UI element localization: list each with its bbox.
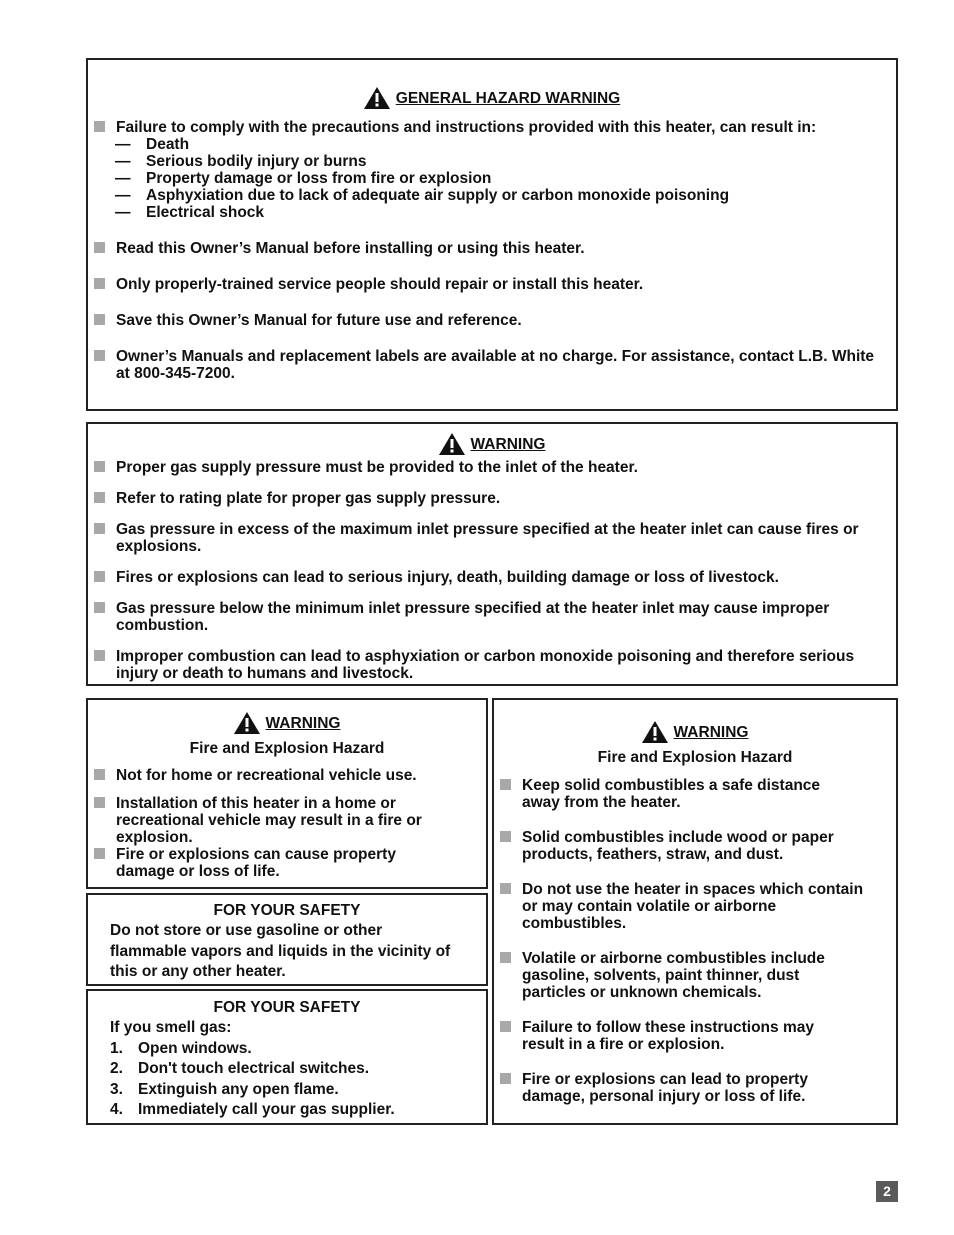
- list-item: Failure to follow these instructions may result in a fire or explosion.: [494, 1019, 896, 1053]
- fire-left-title: WARNING: [265, 714, 341, 732]
- square-bullet-icon: [94, 848, 105, 859]
- square-bullet-icon: [94, 278, 105, 289]
- list-item: Save this Owner’s Manual for future use and reference.: [88, 312, 896, 329]
- square-bullet-icon: [500, 883, 511, 894]
- fire-right-subtitle: Fire and Explosion Hazard: [597, 749, 793, 766]
- square-bullet-icon: [500, 952, 511, 963]
- square-bullet-icon: [500, 831, 511, 842]
- list-item: Gas pressure below the minimum inlet pressure specified at the heater inlet may cause improper combustion.: [88, 600, 896, 634]
- safety-vapors-body: Do not store or use gasoline or other flammable vapors and liquids in the vicinity of this or any other heater.: [110, 922, 451, 980]
- fire-left-subtitle: Fire and Explosion Hazard: [189, 740, 385, 757]
- list-item: Installation of this heater in a home or recreational vehicle may result in a fire or explosion.: [88, 795, 486, 846]
- square-bullet-icon: [500, 779, 511, 790]
- result-item: — Serious bodily injury or burns: [115, 153, 367, 170]
- square-bullet-icon: [94, 461, 105, 472]
- list-item: Only properly-trained service people should repair or install this heater.: [88, 276, 896, 293]
- safety-gas-intro: If you smell gas:: [110, 1019, 232, 1036]
- list-item: Proper gas supply pressure must be provided to the inlet of the heater.: [88, 459, 896, 476]
- square-bullet-icon: [94, 121, 105, 132]
- square-bullet-icon: [94, 242, 105, 253]
- gas-warning-header: [88, 433, 896, 459]
- fire-right-header: [494, 721, 896, 747]
- step-item: 1. Open windows.: [110, 1039, 252, 1057]
- step-item: 3. Extinguish any open flame.: [110, 1080, 339, 1098]
- square-bullet-icon: [94, 602, 105, 613]
- square-bullet-icon: [94, 769, 105, 780]
- square-bullet-icon: [94, 571, 105, 582]
- page-number: 2: [876, 1181, 898, 1202]
- list-item: Volatile or airborne combustibles include gasoline, solvents, paint thinner, dust particles or unknown chemicals.: [494, 950, 896, 1001]
- list-item: Not for home or recreational vehicle use.: [88, 767, 486, 784]
- list-item: Refer to rating plate for proper gas supply pressure.: [88, 490, 896, 507]
- square-bullet-icon: [94, 650, 105, 661]
- square-bullet-icon: [500, 1021, 511, 1032]
- warning-triangle-icon: [642, 721, 668, 743]
- general-intro-text: Failure to comply with the precautions and instructions provided with this heater, can result in:: [116, 119, 817, 136]
- square-bullet-icon: [500, 1073, 511, 1084]
- warning-triangle-icon: [364, 87, 390, 109]
- list-item: Keep solid combustibles a safe distance away from the heater.: [494, 777, 896, 811]
- gas-pressure-warning-box: [86, 422, 898, 686]
- result-item: — Death: [115, 136, 190, 153]
- list-item: Fire or explosions can lead to property damage, personal injury or loss of life.: [494, 1071, 896, 1105]
- safety-gas-title: FOR YOUR SAFETY: [213, 999, 361, 1016]
- square-bullet-icon: [94, 314, 105, 325]
- gas-warning-title: WARNING: [470, 435, 546, 453]
- general-hazard-header: [88, 87, 896, 113]
- square-bullet-icon: [94, 492, 105, 503]
- list-item: Do not use the heater in spaces which contain or may contain volatile or airborne combustibles.: [494, 881, 896, 932]
- fire-right-title: WARNING: [673, 723, 749, 741]
- safety-gas-smell-box: [86, 989, 488, 1125]
- list-item: Fires or explosions can lead to serious injury, death, building damage or loss of livestock.: [88, 569, 896, 586]
- list-item: Fire or explosions can cause property damage or loss of life.: [88, 846, 486, 880]
- list-item: Solid combustibles include wood or paper products, feathers, straw, and dust.: [494, 829, 896, 863]
- list-item: [88, 119, 896, 136]
- result-item: — Asphyxiation due to lack of adequate air supply or carbon monoxide poisoning: [115, 187, 730, 204]
- step-item: 4. Immediately call your gas supplier.: [110, 1101, 395, 1118]
- step-item: 2. Don't touch electrical switches.: [110, 1060, 370, 1077]
- fire-left-header: [88, 712, 486, 738]
- list-item: Gas pressure in excess of the maximum inlet pressure specified at the heater inlet can cause fires or explosions.: [88, 521, 896, 555]
- general-hazard-title: GENERAL HAZARD WARNING: [395, 89, 621, 107]
- fire-explosion-left-box: [86, 698, 488, 889]
- safety-vapors-title: FOR YOUR SAFETY: [213, 902, 361, 919]
- square-bullet-icon: [94, 523, 105, 534]
- warning-triangle-icon: [234, 712, 260, 734]
- square-bullet-icon: [94, 797, 105, 808]
- list-item: Owner’s Manuals and replacement labels are available at no charge. For assistance, contact L.B. White at 800-345-7200.: [88, 348, 896, 382]
- square-bullet-icon: [94, 350, 105, 361]
- warning-triangle-icon: [439, 433, 465, 455]
- fire-explosion-right-box: [492, 698, 898, 1125]
- safety-gas-body: [88, 1018, 486, 1121]
- safety-vapors-box: [86, 893, 488, 986]
- list-item: Read this Owner’s Manual before installing or using this heater.: [88, 240, 896, 257]
- result-item: — Electrical shock: [115, 204, 265, 221]
- general-hazard-warning-box: [86, 58, 898, 411]
- result-item: — Property damage or loss from fire or explosion: [115, 170, 492, 187]
- list-item: Improper combustion can lead to asphyxiation or carbon monoxide poisoning and therefore serious injury or death to humans and livestock.: [88, 648, 896, 682]
